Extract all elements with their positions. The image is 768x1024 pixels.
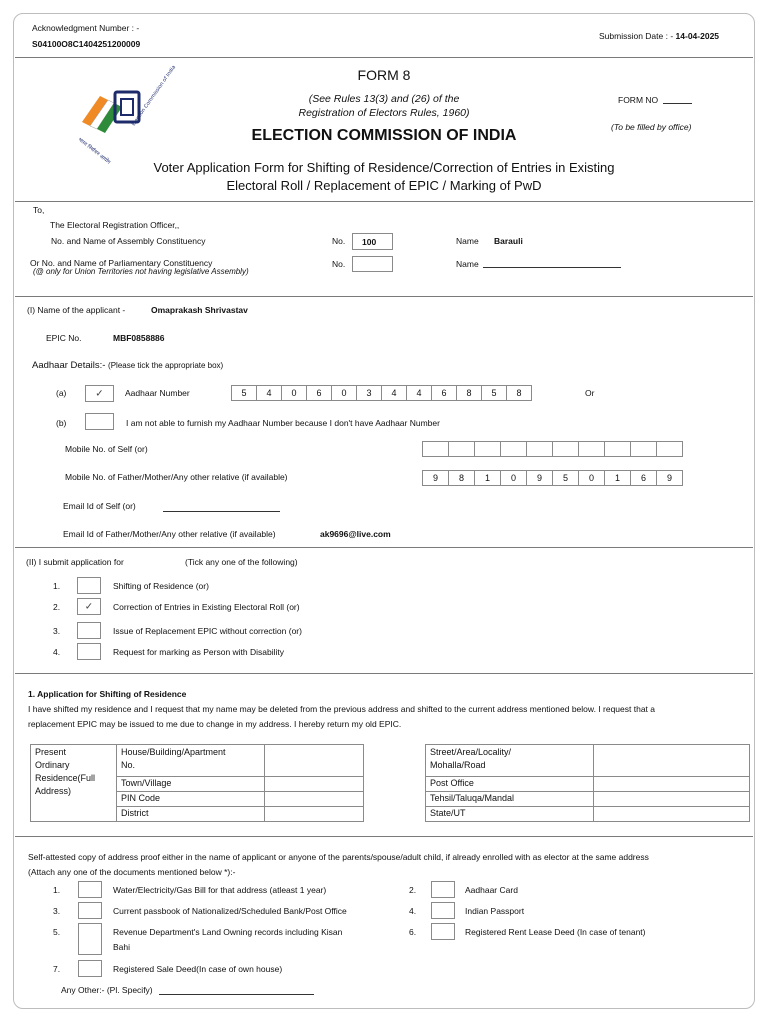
present-residence-label: Present Ordinary Residence(Full Address) — [31, 745, 117, 822]
proof-checkbox-sale-deed[interactable] — [78, 960, 102, 977]
checkmark-icon: ✓ — [95, 388, 104, 399]
divider — [15, 57, 753, 58]
option-b-label: (b) — [56, 418, 67, 428]
assembly-name-value: Barauli — [494, 236, 523, 246]
aadhaar-digit-cell[interactable]: 5 — [231, 385, 257, 401]
parliament-label: Or No. and Name of Parliamentary Constituency — [30, 258, 213, 268]
other-proof-line[interactable] — [159, 994, 314, 995]
mobile-relative-digit-cell[interactable]: 9 — [422, 470, 449, 486]
no-aadhaar-checkbox[interactable] — [85, 413, 114, 430]
form-no-line — [663, 103, 692, 104]
mobile-relative-digit-cell[interactable]: 8 — [448, 470, 475, 486]
proof-text-passport: Indian Passport — [465, 906, 525, 916]
shifting-heading: 1. Application for Shifting of Residence — [28, 689, 187, 699]
mobile-self-digit-cell[interactable] — [630, 441, 657, 457]
form-subtitle-2: Electoral Roll / Replacement of EPIC / Marking of PwD — [226, 178, 542, 193]
mobile-self-digit-cell[interactable] — [448, 441, 475, 457]
mobile-self-digit-cell[interactable] — [656, 441, 683, 457]
mobile-self-digit-cell[interactable] — [422, 441, 449, 457]
aadhaar-number-checkbox[interactable] — [85, 385, 114, 402]
submit-option-checkbox[interactable] — [77, 598, 101, 615]
divider — [15, 673, 753, 674]
applicant-name-label: (I) Name of the applicant - — [27, 305, 126, 315]
post-office-field[interactable] — [594, 777, 750, 792]
divider — [15, 547, 753, 548]
submit-option-checkbox[interactable] — [77, 622, 101, 639]
proof-text-sale-deed: Registered Sale Deed(In case of own house) — [113, 964, 283, 974]
proof-checkbox-rent-deed[interactable] — [431, 923, 455, 940]
proof-text-rent-deed: Registered Rent Lease Deed (In case of tenant) — [465, 927, 646, 937]
house-field[interactable] — [265, 745, 364, 777]
proof-checkbox-utility-bill[interactable] — [78, 881, 102, 898]
proof-text-land-records: Revenue Department's Land Owning records including Kisan — [113, 927, 343, 937]
proof-checkbox-passport[interactable] — [431, 902, 455, 919]
address-table-left — [30, 744, 364, 822]
town-field[interactable] — [265, 777, 364, 792]
option-number: 2. — [53, 602, 61, 612]
mobile-self-digit-cell[interactable] — [474, 441, 501, 457]
proof-num: 7. — [53, 964, 61, 974]
acknowledgment-number: S04100O8C1404251200009 — [32, 39, 141, 49]
aadhaar-digit-cell[interactable]: 4 — [256, 385, 282, 401]
street-label: Street/Area/Locality/ Mohalla/Road — [426, 745, 594, 777]
submit-option-text: Shifting of Residence (or) — [113, 581, 209, 591]
proof-intro-2: (Attach any one of the documents mentioned below *):- — [28, 867, 236, 877]
to-label: To, — [33, 205, 45, 215]
aadhaar-digit-cell[interactable]: 4 — [406, 385, 432, 401]
aadhaar-number-field[interactable] — [232, 385, 532, 401]
mobile-relative-digit-cell[interactable]: 1 — [604, 470, 631, 486]
aadhaar-digit-cell[interactable]: 5 — [481, 385, 507, 401]
form-no-label: FORM NO — [618, 95, 659, 105]
post-office-label: Post Office — [426, 777, 594, 792]
submit-for-hint: (Tick any one of the following) — [185, 557, 298, 567]
tehsil-label: Tehsil/Taluqa/Mandal — [426, 792, 594, 807]
eci-logo — [70, 64, 178, 166]
proof-text-land-records-2: Bahi — [113, 942, 131, 952]
rules-line-2: Registration of Electors Rules, 1960) — [298, 107, 470, 119]
house-label: House/Building/Apartment No. — [117, 745, 265, 777]
aadhaar-digit-cell[interactable]: 3 — [356, 385, 382, 401]
office-note: (To be filled by office) — [611, 122, 692, 132]
proof-num: 2. — [409, 885, 417, 895]
no-aadhaar-text: I am not able to furnish my Aadhaar Number because I don't have Aadhaar Number — [126, 418, 440, 428]
epic-label: EPIC No. — [46, 333, 82, 343]
option-a-label: (a) — [56, 388, 67, 398]
mobile-relative-digit-cell[interactable]: 9 — [526, 470, 553, 486]
divider — [15, 296, 753, 297]
pin-field[interactable] — [265, 792, 364, 807]
officer-label: The Electoral Registration Officer,, — [50, 220, 180, 230]
checkmark-icon: ✓ — [84, 601, 94, 612]
assembly-name-label: Name — [456, 236, 479, 246]
mobile-self-digit-cell[interactable] — [500, 441, 527, 457]
mobile-self-digit-cell[interactable] — [552, 441, 579, 457]
aadhaar-digit-cell[interactable]: 8 — [456, 385, 482, 401]
district-field[interactable] — [265, 807, 364, 822]
mobile-self-digit-cell[interactable] — [526, 441, 553, 457]
state-field[interactable] — [594, 807, 750, 822]
option-number: 3. — [53, 626, 61, 636]
parliament-no-label: No. — [332, 259, 346, 269]
mobile-relative-field[interactable] — [423, 470, 683, 486]
acknowledgment-label: Acknowledgment Number : - — [32, 23, 140, 33]
aadhaar-number-label: Aadhaar Number — [125, 388, 190, 398]
email-relative-value: ak9696@live.com — [320, 529, 391, 539]
mobile-relative-digit-cell[interactable]: 0 — [500, 470, 527, 486]
aadhaar-digit-cell[interactable]: 0 — [331, 385, 357, 401]
mobile-self-digit-cell[interactable] — [604, 441, 631, 457]
tehsil-field[interactable] — [594, 792, 750, 807]
aadhaar-digit-cell[interactable]: 4 — [381, 385, 407, 401]
proof-text-utility-bill: Water/Electricity/Gas Bill for that address (atleast 1 year) — [113, 885, 327, 895]
parliament-note: (@ only for Union Territories not having legislative Assembly) — [33, 267, 249, 276]
option-number: 1. — [53, 581, 61, 591]
mobile-relative-digit-cell[interactable]: 5 — [552, 470, 579, 486]
mobile-relative-digit-cell[interactable]: 6 — [630, 470, 657, 486]
mobile-relative-digit-cell[interactable]: 0 — [578, 470, 605, 486]
address-table-right — [425, 744, 750, 822]
other-proof-label: Any Other:- (Pl. Specify) — [61, 985, 153, 995]
form-subtitle-1: Voter Application Form for Shifting of Residence/Correction of Entries in Existing — [153, 160, 615, 175]
divider — [15, 201, 753, 202]
assembly-label: No. and Name of Assembly Constituency — [51, 236, 206, 246]
aadhaar-digit-cell[interactable]: 6 — [306, 385, 332, 401]
proof-num: 5. — [53, 927, 61, 937]
applicant-name-value: Omaprakash Shrivastav — [151, 305, 248, 315]
street-field[interactable] — [594, 745, 750, 777]
district-label: District — [117, 807, 265, 822]
parliament-no-field[interactable] — [352, 256, 393, 272]
proof-checkbox-land-records[interactable] — [78, 923, 102, 955]
mobile-relative-digit-cell[interactable]: 1 — [474, 470, 501, 486]
mobile-self-digit-cell[interactable] — [578, 441, 605, 457]
proof-num: 1. — [53, 885, 61, 895]
email-relative-label: Email Id of Father/Mother/Any other relative (if available) — [63, 529, 276, 539]
proof-num: 4. — [409, 906, 417, 916]
shifting-para-1: I have shifted my residence and I request that my name may be deleted from the previous address and shifted to the current address mentioned below. I request that a — [28, 704, 655, 714]
form-title: FORM 8 — [357, 67, 411, 83]
commission-name: ELECTION COMMISSION OF INDIA — [251, 127, 517, 144]
divider — [15, 836, 753, 837]
submit-option-text: Request for marking as Person with Disability — [113, 647, 285, 657]
submit-option-checkbox[interactable] — [77, 577, 101, 594]
submit-for-label: (II) I submit application for — [26, 557, 124, 567]
aadhaar-digit-cell[interactable]: 0 — [281, 385, 307, 401]
or-label: Or — [585, 388, 595, 398]
svg-text:Election Commission of India: Election Commission of India — [130, 64, 178, 128]
email-self-label: Email Id of Self (or) — [63, 501, 136, 511]
svg-text:भारत निर्वाचन आयोग: भारत निर्वाचन आयोग — [76, 136, 112, 166]
aadhaar-digit-cell[interactable]: 6 — [431, 385, 457, 401]
state-label: State/UT — [426, 807, 594, 822]
mobile-self-label: Mobile No. of Self (or) — [65, 444, 148, 454]
assembly-no-field[interactable]: 100 — [352, 233, 393, 250]
proof-num: 3. — [53, 906, 61, 916]
mobile-self-field[interactable] — [423, 441, 683, 457]
submit-option-text: Correction of Entries in Existing Electoral Roll (or) — [113, 602, 300, 612]
epic-value: MBF0858886 — [113, 333, 165, 343]
aadhaar-digit-cell[interactable]: 8 — [506, 385, 532, 401]
proof-intro-1: Self-attested copy of address proof either in the name of applicant or anyone of the parents/spouse/adult child, if already enrolled with as elector at the same address — [28, 852, 649, 862]
parliament-name-label: Name — [456, 259, 479, 269]
submit-option-text: Issue of Replacement EPIC without correction (or) — [113, 626, 302, 636]
submit-option-checkbox[interactable] — [77, 643, 101, 660]
proof-checkbox-aadhaar[interactable] — [431, 881, 455, 898]
submission-date: Submission Date : - 14-04-2025 — [599, 31, 720, 41]
shifting-para-2: replacement EPIC may be issued to me due to change in my address. I hereby return my old EPIC. — [28, 719, 402, 729]
email-self-line[interactable] — [163, 511, 280, 512]
proof-text-passbook: Current passbook of Nationalized/Scheduled Bank/Post Office — [113, 906, 347, 916]
aadhaar-details-label: Aadhaar Details:- (Please tick the appropriate box) — [32, 360, 224, 371]
rules-line-1: (See Rules 13(3) and (26) of the — [308, 93, 460, 105]
option-number: 4. — [53, 647, 61, 657]
proof-text-aadhaar: Aadhaar Card — [465, 885, 518, 895]
town-label: Town/Village — [117, 777, 265, 792]
parliament-name-line[interactable] — [483, 267, 621, 268]
mobile-relative-label: Mobile No. of Father/Mother/Any other relative (if available) — [65, 472, 288, 482]
proof-checkbox-passbook[interactable] — [78, 902, 102, 919]
assembly-no-label: No. — [332, 236, 346, 246]
pin-label: PIN Code — [117, 792, 265, 807]
proof-num: 6. — [409, 927, 417, 937]
mobile-relative-digit-cell[interactable]: 9 — [656, 470, 683, 486]
